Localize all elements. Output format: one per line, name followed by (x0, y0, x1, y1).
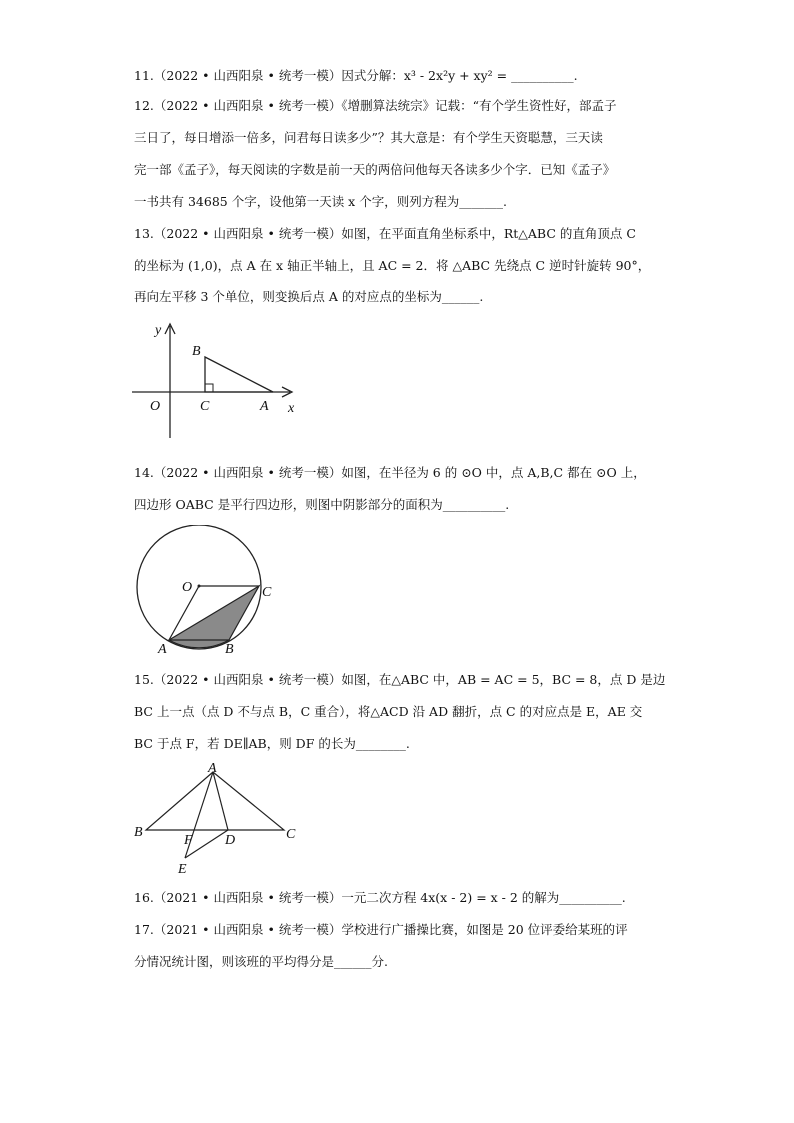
problem-17-line-2: 分情况统计图，则该班的平均得分是______分. (134, 954, 388, 969)
figure-13-coordinate-triangle (130, 320, 305, 442)
problem-13-line-3: 再向左平移 3 个单位，则变换后点 A 的对应点的坐标为______. (134, 289, 484, 304)
point-a-label: A (208, 761, 217, 776)
problem-12-line-1: 12.（2022 • 山西阳泉 • 统考一模）《增删算法统宗》记载：“有个学生资性好，部孟子 (134, 98, 617, 113)
point-c-label: C (262, 585, 272, 600)
figure-14-circle-parallelogram (130, 525, 285, 660)
point-o-label: O (182, 580, 193, 595)
problem-15-line-3: BC 于点 F，若 DE∥AB，则 DF 的长为________. (134, 736, 410, 751)
point-f-label: F (184, 833, 193, 848)
problem-14-line-2: 四边形 OABC 是平行四边形，则图中阴影部分的面积为__________. (134, 497, 510, 512)
y-axis-label: y (155, 323, 162, 338)
figure-15-folded-triangle (130, 760, 300, 880)
problem-11-line-1: 11.（2022 • 山西阳泉 • 统考一模）因式分解：x³ - 2x²y + xy² = __________. (134, 68, 578, 83)
problem-15-line-1: 15.（2022 • 山西阳泉 • 统考一模）如图，在△ABC 中，AB = AC = 5，BC = 8，点 D 是边 (134, 672, 666, 687)
point-b-label: B (225, 642, 234, 657)
segment-ad (213, 772, 228, 830)
problem-12-line-3: 完一部《孟子》，每天阅读的字数是前一天的两倍问他每天各读多少个字．已知《孟子》 (134, 162, 616, 177)
point-d-label: D (225, 833, 236, 848)
origin-label: O (150, 399, 161, 414)
problem-14-line-1: 14.（2022 • 山西阳泉 • 统考一模）如图，在半径为 6 的 ⊙O 中，点 A,B,C 都在 ⊙O 上， (134, 465, 646, 480)
problem-13-line-2: 的坐标为 (1,0)，点 A 在 x 轴正半轴上，且 AC = 2．将 △ABC 先绕点 C 逆时针旋转 90°， (134, 258, 651, 273)
problem-12-line-2: 三日了，每日增添一倍多，问君每日读多少”？其大意是：有个学生天资聪慧，三天读 (134, 130, 603, 145)
problem-13-line-1: 13.（2022 • 山西阳泉 • 统考一模）如图，在平面直角坐标系中，Rt△ABC 的直角顶点 C (134, 226, 636, 241)
point-b-label: B (134, 825, 143, 840)
point-c-label: C (286, 827, 296, 842)
shaded-segment (169, 640, 229, 648)
problem-17-line-1: 17.（2021 • 山西阳泉 • 统考一模）学校进行广播操比赛，如图是 20 位评委给某班的评 (134, 922, 628, 937)
x-axis-label: x (288, 401, 295, 416)
problem-16-line-1: 16.（2021 • 山西阳泉 • 统考一模）一元二次方程 4x(x - 2) = x - 2 的解为__________. (134, 890, 626, 905)
point-c-label: C (200, 399, 210, 414)
problem-12-line-4: 一书共有 34685 个字，设他第一天读 x 个字，则列方程为_______. (134, 194, 507, 209)
point-e-label: E (178, 862, 187, 877)
problem-15-line-2: BC 上一点（点 D 不与点 B，C 重合），将△ACD 沿 AD 翻折，点 C 的对应点是 E，AE 交 (134, 704, 643, 719)
triangle-abc (205, 357, 273, 392)
right-angle-mark (205, 384, 213, 392)
point-a-label: A (158, 642, 167, 657)
center-point (198, 585, 201, 588)
point-a-label: A (260, 399, 269, 414)
point-b-label: B (192, 344, 201, 359)
